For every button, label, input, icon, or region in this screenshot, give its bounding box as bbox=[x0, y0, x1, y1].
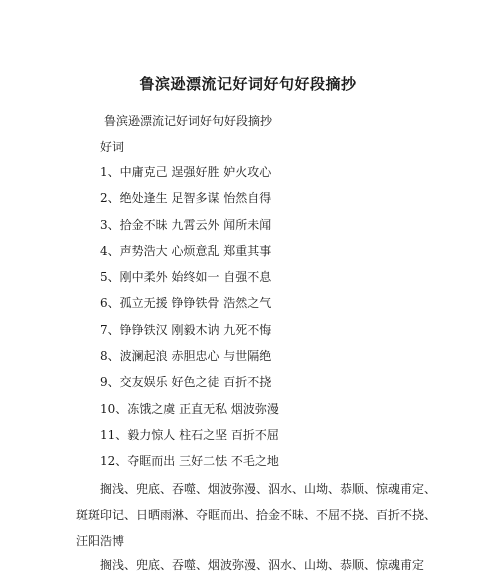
word-paragraph: 搁浅、兜底、吞噬、烟波弥漫、泅水、山坳、恭顺、惊魂甫定、斑斑印记、日晒雨淋、夺眶而出、拾金不昧、不屈不挠、百折不挠、汪阳浩博 bbox=[76, 482, 437, 548]
document-title: 鲁滨逊漂流记好词好句好段摘抄 bbox=[139, 75, 357, 93]
list-item: 11、毅力惊人 柱石之坚 百折不屈 bbox=[100, 427, 279, 442]
list-item: 9、交友娱乐 好色之徒 百折不挠 bbox=[100, 375, 272, 390]
list-item: 3、拾金不昧 九霄云外 闻所未闻 bbox=[100, 217, 272, 232]
list-item: 2、绝处逢生 足智多谋 怡然自得 bbox=[100, 191, 272, 206]
list-item: 10、冻饿之虞 正直无私 烟波弥漫 bbox=[100, 401, 279, 416]
good-words-list bbox=[100, 163, 279, 479]
list-item: 8、波澜起浪 赤胆忠心 与世隔绝 bbox=[100, 349, 272, 364]
section-label-good-words: 好词 bbox=[100, 140, 125, 154]
list-item: 7、铮铮铁汉 刚毅木讷 九死不悔 bbox=[100, 322, 272, 337]
list-item: 4、声势浩大 心烦意乱 郑重其事 bbox=[100, 243, 272, 258]
list-item: 6、孤立无援 铮铮铁骨 浩然之气 bbox=[100, 296, 272, 311]
document-subtitle: 鲁滨逊漂流记好词好句好段摘抄 bbox=[104, 114, 273, 128]
word-paragraph-partial: 搁浅、兜底、吞噬、烟波弥漫、泅水、山坳、恭顺、惊魂甫定 bbox=[100, 558, 425, 572]
list-item: 1、中庸克己 逞强好胜 妒火攻心 bbox=[100, 165, 272, 179]
list-item: 5、刚中柔外 始终如一 自强不息 bbox=[100, 270, 272, 285]
list-item: 12、夺眶而出 三好二怯 不毛之地 bbox=[100, 454, 279, 469]
